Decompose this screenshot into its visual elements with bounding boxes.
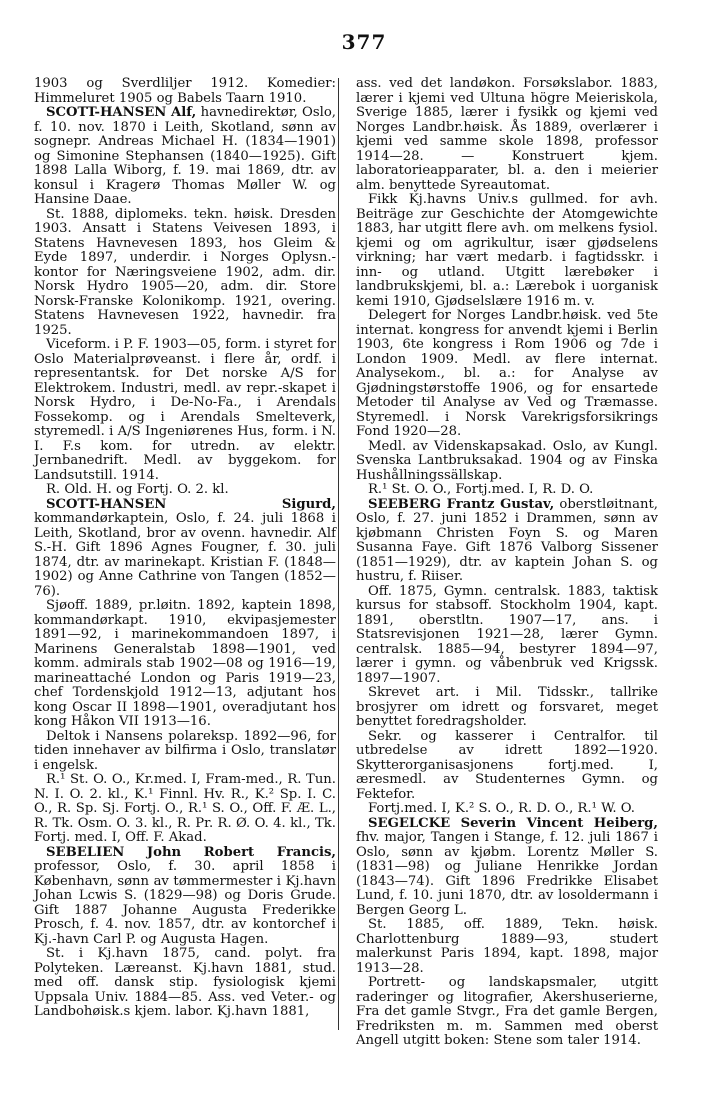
entry-text: kommandørkaptein, Oslo, f. 24. juli 1868 i Leith, Skotland, bror av ovenn. havnedir. Alf S.-H. Gift 1896 Agnes Fougner, f. 30. juli 1874, dtr. av marinekapt. Kristian F. (1848—1902) og Anne Cathrine von Tangen (1852—76).: [34, 511, 336, 599]
entry-paragraph: [34, 599, 336, 730]
biography-entry: [356, 498, 658, 817]
biography-entry: [34, 498, 336, 846]
entry-paragraph: [34, 106, 336, 208]
column-divider: [338, 78, 339, 1030]
entry-paragraph: [34, 77, 336, 106]
entry-paragraph: [34, 483, 336, 498]
entry-text: Medl. av Videnskapsakad. Oslo, av Kungl. Svenska Lantbruksakad. 1904 og av Finska Hushållningssällskap.: [356, 438, 658, 483]
entry-heading: SEEBERG Frantz Gustav,: [368, 496, 555, 512]
entry-text: havnedirektør, Oslo, f. 10. nov. 1870 i Leith, Skotland, sønn av sognepr. Andreas Michael H. (1834—1901) og Simonine Stephansen (1840—1925). Gift 1898 Lalla Wiborg, f. 19. mai 1869, dtr. av konsul i Kragerø Thomas Møller W. og Hansine Daae.: [34, 105, 336, 207]
entry-text: professor, Oslo, f. 30. april 1858 i København, sønn av tømmermester i Kj.havn Johan Lcwis S. (1829—98) og Doris Grude. Gift 1887 Johanne Augusta Frederikke Prosch, f. 4. nov. 1857, dtr. av kontorchef i Kj.-havn Carl P. og Augusta Hagen.: [34, 859, 336, 947]
entry-heading: SEBELIEN John Robert Francis,: [46, 844, 336, 860]
entry-text: R. Old. H. og Fortj. O. 2. kl.: [46, 482, 229, 497]
entry-paragraph: [356, 585, 658, 687]
entry-paragraph: [356, 309, 658, 440]
biography-entry: [34, 846, 336, 1020]
page-number: 377: [341, 30, 387, 54]
entry-paragraph: [356, 193, 658, 309]
entry-paragraph: [356, 498, 658, 585]
entry-paragraph: [34, 773, 336, 846]
entry-text: R.¹ St. O. O., Fortj.med. I, R. D. O.: [368, 482, 594, 497]
entry-text: Fortj.med. I, K.² S. O., R. D. O., R.¹ W. O.: [368, 801, 635, 816]
entry-text: St. 1888, diplomeks. tekn. høisk. Dresden 1903. Ansatt i Statens Veivesen 1893, i Statens Havnevesen 1893, hos Gleim & Eyde 1897, underdir. i Norges Oplysn.-kontor for Næringsveiene 1902, adm. dir. Norsk Hydro 1905—20, adm. dir. Store Norsk-Franske Kolonikomp. 1921, overing. Statens Havnevesen 1922, havnedir. fra 1925.: [34, 206, 336, 338]
entry-text: Off. 1875, Gymn. centralsk. 1883, taktisk kursus for stabsoff. Stockholm 1904, kapt. 1891, oberstltn. 1907—17, ans. i Statsrevisjonen 1921—28, lærer Gymn. centralsk. 1885—94, bestyrer 1894—97, lærer i gymn. og våbenbruk ved Krigssk. 1897—1907.: [356, 583, 658, 686]
biography-entry: [34, 106, 336, 498]
entry-paragraph: [356, 802, 658, 817]
entry-text: St. i Kj.havn 1875, cand. polyt. fra Polyteken. Læreanst. Kj.havn 1881, stud. med off. dansk stip. fysiologisk kjemi Uppsala Univ. 1884—85. Ass. ved Veter.- og Landbohøisk.s kjem. labor. Kj.havn 1881,: [34, 946, 336, 1019]
entry-paragraph: [356, 483, 658, 498]
entry-text: 1903 og Sverdliljer 1912. Komedier: Himmeluret 1905 og Babels Taarn 1910.: [34, 76, 336, 106]
biography-entry: [356, 817, 658, 1049]
entry-paragraph: [356, 730, 658, 803]
entry-text: ass. ved det landøkon. Forsøkslabor. 1883, lærer i kjemi ved Ultuna högre Meieriskola, Sverige 1885, lærer i fysikk og kjemi ved Norges Landbr.høisk. Ås 1889, overlærer i kjemi ved samme skole 1898, professor 1914—28. — Konstruert kjem. laboratorieapparater, bl. a. den i meierier alm. benyttede Syreautomat.: [356, 76, 658, 193]
entry-paragraph: [34, 846, 336, 948]
entry-heading: SEGELCKE Severin Vincent Heiberg,: [368, 815, 658, 831]
biography-entry: [356, 77, 658, 498]
entry-text: St. 1885, off. 1889, Tekn. høisk. Charlottenburg 1889—93, studert malerkunst Paris 1894, kapt. 1898, major 1913—28.: [356, 917, 658, 976]
entry-text: Sjøoff. 1889, pr.løitn. 1892, kaptein 1898, kommandørkapt. 1910, ekvipasjemester 1891—92, i marinekommandoen 1897, i Marinens Generalstab 1898—1901, ved komm. admirals stab 1902—08 og 1916—19, marineattaché London og Paris 1919—23, chef Tordenskjold 1912—13, adjutant hos kong Oscar II 1898—1901, overadjutant hos kong Håkon VII 1913—16.: [34, 598, 336, 729]
entry-text: R.¹ St. O. O., Kr.med. I, Fram-med., R. Tun. N. I. O. 2. kl., K.¹ Finnl. Hv. R., K.² Sp. I. C. O., R. Sp. Sj. Fortj. O., R.¹ S. O., Off. F. Æ. L., R. Tk. Osm. O. 3. kl., R. Pr. R. Ø. O. 4. kl., Tk. Fortj. med. I, Off. F. Akad.: [34, 772, 336, 845]
entry-text: Skrevet art. i Mil. Tidsskr., tallrike brosjyrer om idrett og forsvaret, meget benyttet foredragsholder.: [356, 685, 658, 729]
entry-paragraph: [34, 730, 336, 774]
entry-paragraph: [34, 338, 336, 483]
entry-text: oberstløitnant, Oslo, f. 27. juni 1852 i Drammen, sønn av kjøbmann Christen Foyn S. og Maren Susanna Faye. Gift 1876 Valborg Sissener (1851—1929), dtr. av kaptein Johan S. og hustru, f. Riiser.: [356, 496, 658, 584]
entry-text: Fikk Kj.havns Univ.s gullmed. for avh. Beiträge zur Geschichte der Atomgewichte 1883, har utgitt flere avh. om melkens fysiol. kjemi og om agrikultur, især gjødselens virkning; har vært medarb. i fagtidsskr. i inn- og utland. Utgitt lærebøker i landbrukskjemi, bl. a.: Lærebok i uorganisk kemi 1910, Gjødselslære 1916 m. v.: [356, 192, 658, 309]
entry-paragraph: [34, 498, 336, 600]
entry-text: Viceform. i P. F. 1903—05, form. i styret for Oslo Materialprøveanst. i flere år, ordf. i representantsk. for Det norske A/S for Elektrokem. Industri, medl. av repr.-skapet i Norsk Hydro, i De-No-Fa., i Arendals Fossekomp. og i Arendals Smelteverk, styremedl. i A/S Ingeniørenes Hus, form. i N. I. F.s kom. for utredn. av elektr. Jernbanedrift. Medl. av byggekom. for Landsutstill. 1914.: [34, 337, 336, 483]
entry-heading: SCOTT-HANSEN Alf,: [46, 105, 197, 120]
entry-heading: SCOTT-HANSEN Sigurd,: [46, 496, 336, 512]
entry-paragraph: [356, 77, 658, 193]
entry-paragraph: [356, 686, 658, 730]
entry-paragraph: [356, 440, 658, 484]
left-column: [34, 77, 336, 1020]
entry-paragraph: [356, 918, 658, 976]
entry-text: Portrett- og landskapsmaler, utgitt raderinger og litografier, Akershuserierne, Fra det gamle Stvgr., Fra det gamle Bergen, Fredriksten m. m. Sammen med oberst Angell utgitt boken: Stene som taler 1914.: [356, 975, 658, 1048]
entry-text: Delegert for Norges Landbr.høisk. ved 5te internat. kongress for anvendt kjemi i Berlin 1903, 6te kongress i Rom 1906 og 7de i London 1909. Medl. av flere internat. Analysekom., bl. a.: for Analyse av Gjødningstørstoffe 1906, og for ensartede Metoder til Analyse av Ved og Træmasse. Styremedl. i Norsk Varekrigsforsikrings Fond 1920—28.: [356, 308, 658, 439]
entry-paragraph: [34, 208, 336, 339]
entry-paragraph: [34, 947, 336, 1020]
entry-text: fhv. major, Tangen i Stange, f. 12. juli 1867 i Oslo, sønn av kjøbm. Lorentz Møller S. (1831—98) og Juliane Henrikke Jordan (1843—74). Gift 1896 Fredrikke Elisabet Lund, f. 10. juni 1870, dtr. av losoldermann i Bergen Georg L.: [356, 830, 658, 918]
entry-text: Deltok i Nansens polareksp. 1892—96, for tiden innehaver av bilfirma i Oslo, translatør i engelsk.: [34, 728, 336, 773]
entry-paragraph: [356, 817, 658, 919]
entry-paragraph: [356, 976, 658, 1049]
biography-entry: [34, 77, 336, 106]
right-column: [356, 77, 658, 1049]
entry-text: Sekr. og kasserer i Centralfor. til utbredelse av idrett 1892—1920. Skytterorganisasjonens fortj.med. I, æresmedl. av Studenternes Gymn. og Fektefor.: [356, 728, 658, 802]
